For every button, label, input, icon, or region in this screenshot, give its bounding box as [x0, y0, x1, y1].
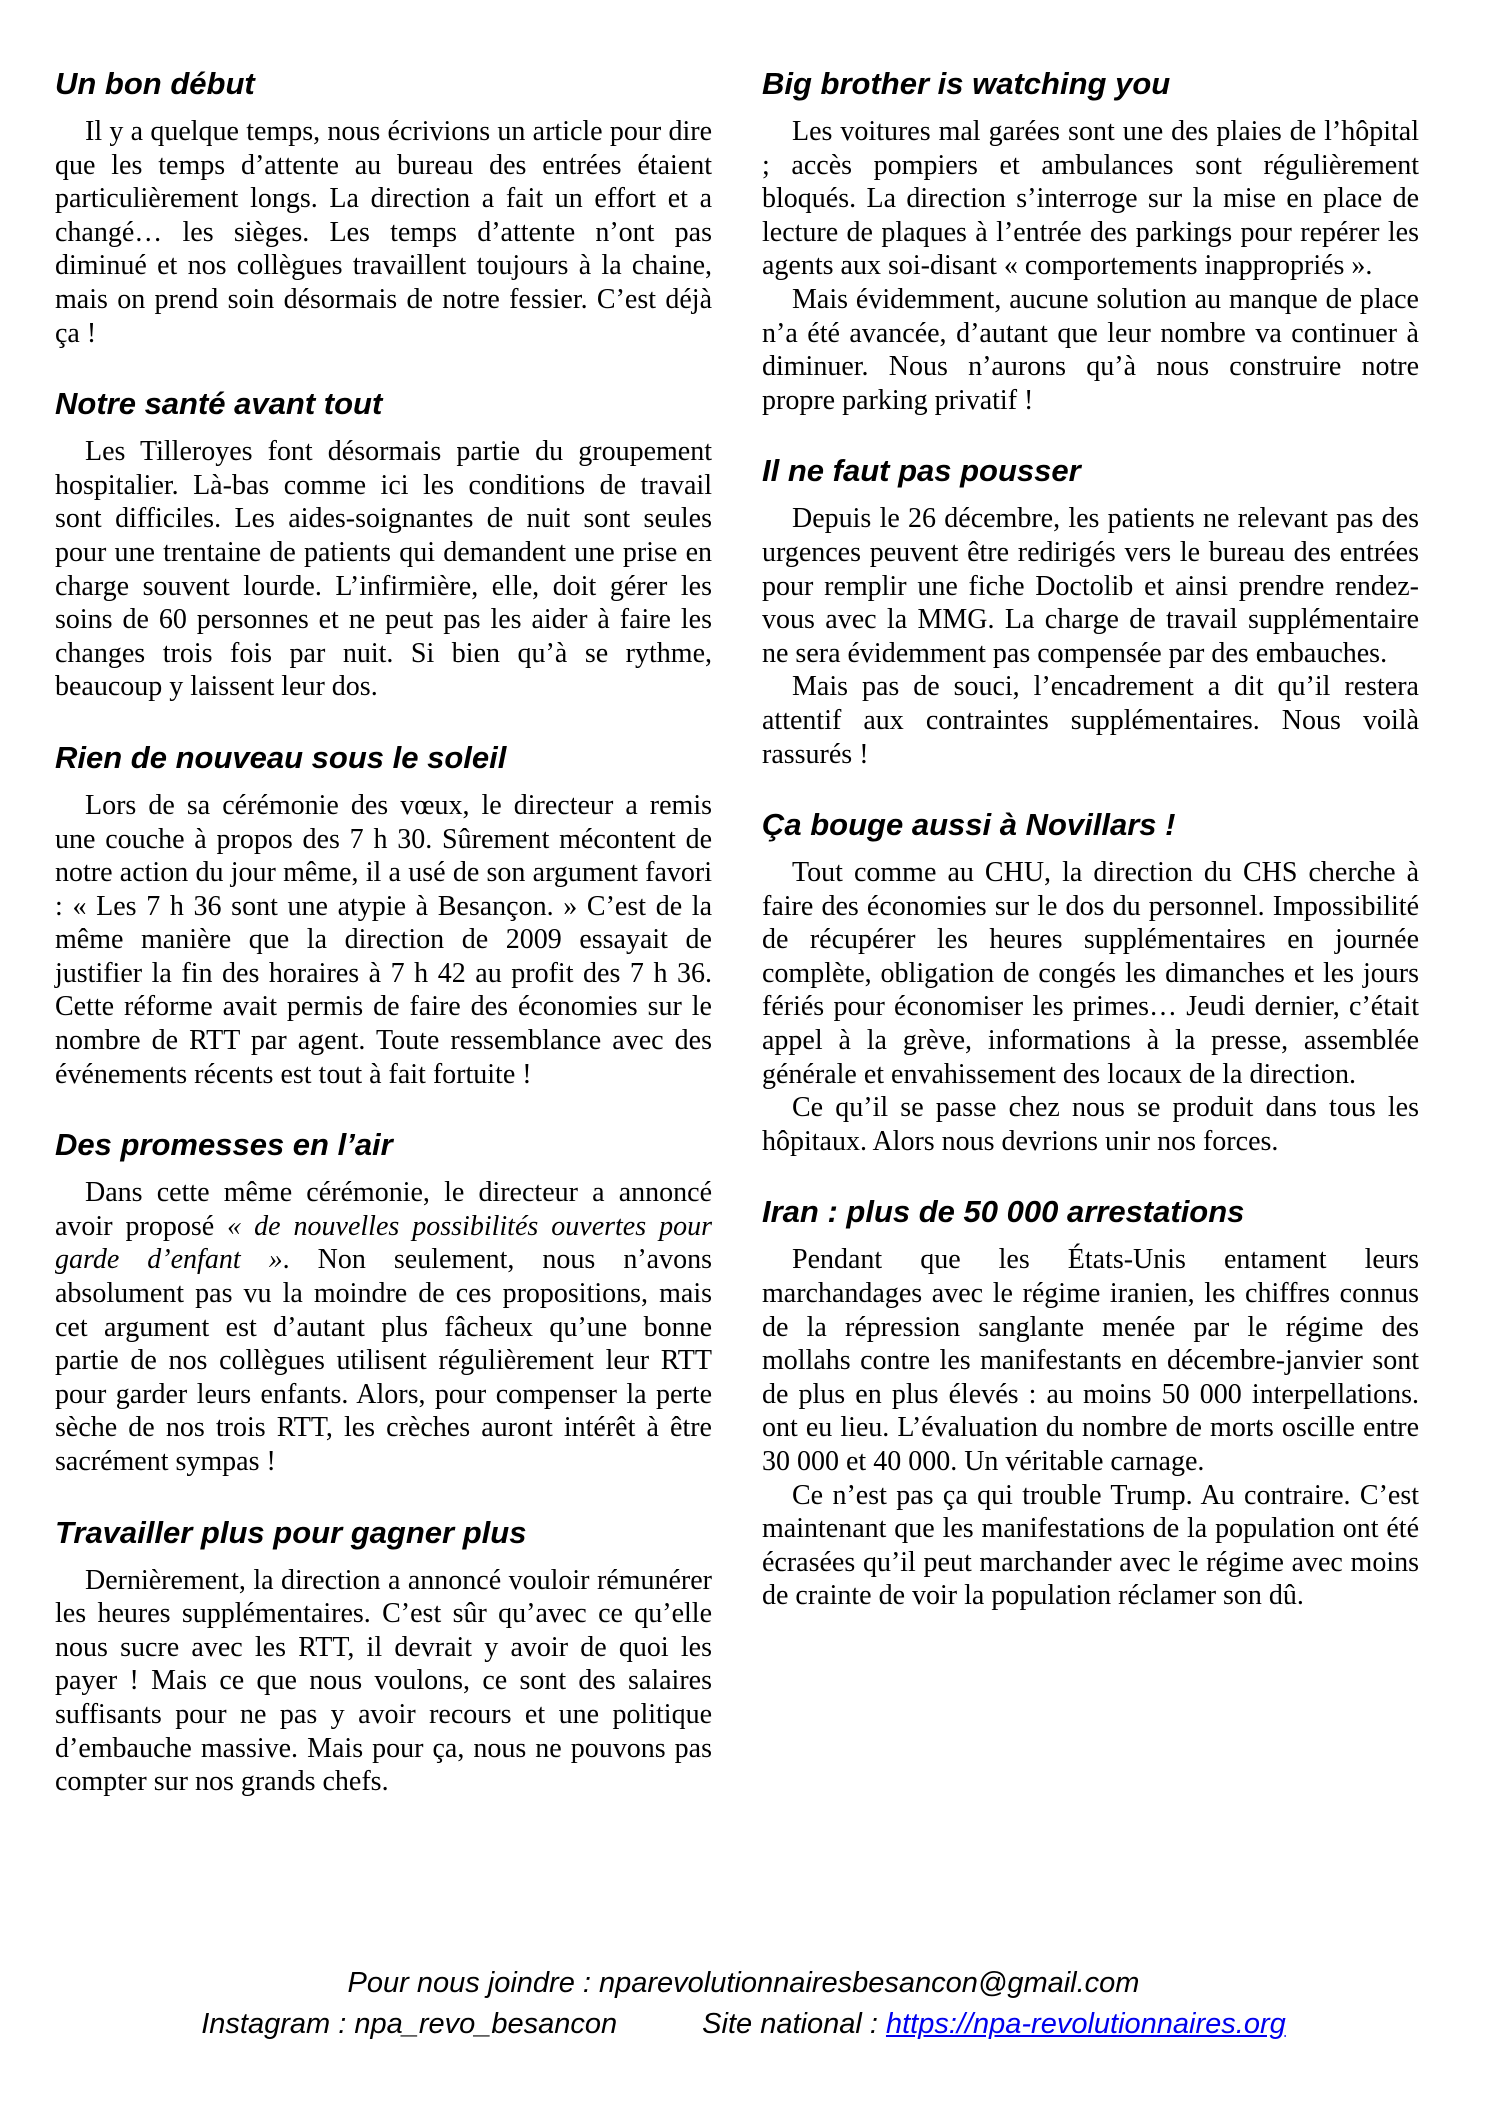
section-heading: Ça bouge aussi à Novillars !: [762, 807, 1176, 843]
section-iran-arrestations: [762, 1194, 1419, 1613]
section-ca-bouge-novillars: [762, 807, 1419, 1158]
contact-email-line: Pour nous joindre : nparevolutionnairesbesancon@gmail.com: [347, 1967, 1140, 1999]
paragraph: Mais évidemment, aucune solution au manque de place n’a été avancée, d’autant que leur nombre va continuer à diminuer. Nous n’aurons qu’à nous construire notre propre parking privatif !: [762, 283, 1419, 416]
paragraph: Mais pas de souci, l’encadrement a dit qu’il restera attentif aux contraintes supplémentaires. Nous voilà rassurés !: [762, 671, 1419, 770]
section-heading: Un bon début: [55, 66, 255, 101]
paragraph: Depuis le 26 décembre, les patients ne relevant pas des urgences peuvent être redirigés vers le bureau des entrées pour remplir une fiche Doctolib et ainsi prendre rendez-vous avec la MMG. La charge de travail supplémentaire ne sera évidemment pas compensée par des embauches.: [762, 503, 1419, 669]
footer-line-contact: [0, 1963, 1487, 2004]
paragraph-text: Dans cette même cérémonie, le directeur a annoncé avoir proposé: [55, 1177, 712, 1242]
paragraph: Il y a quelque temps, nous écrivions un article pour dire que les temps d’attente au bureau des entrées étaient particulièrement longs. La direction a fait un effort et a changé… les sièges. Les temps d’attente n’ont pas diminué et nos collègues travaillent toujours à la chaine, mais on prend soin désormais de notre fessier. C’est déjà ça !: [55, 116, 712, 349]
paragraph: Tout comme au CHU, la direction du CHS cherche à faire des économies sur le dos du personnel. Impossibilité de récupérer les heures supplémentaires en journée complète, obligation de congés les dimanches et les jours fériés pour économiser les primes… Jeudi dernier, c’était appel à la grève, informations à la presse, assemblée générale et envahissement des locaux de la direction.: [762, 857, 1419, 1090]
site-national-link[interactable]: https://npa-revolutionnaires.org: [885, 2008, 1286, 2040]
section-heading: Notre santé avant tout: [55, 386, 383, 422]
section-un-bon-debut: [55, 66, 712, 350]
contact-footer: [0, 1963, 1487, 2045]
section-travailler-plus: [55, 1515, 712, 1799]
section-il-ne-faut-pas-pousser: [762, 453, 1419, 771]
section-rien-de-nouveau: [55, 740, 712, 1091]
section-heading: Rien de nouveau sous le soleil: [55, 739, 507, 775]
two-column-layout: [55, 66, 1419, 1799]
section-heading: Iran : plus de 50 000 arrestations: [762, 1194, 1245, 1230]
section-big-brother: [762, 66, 1419, 417]
footer-line-links: [0, 2004, 1487, 2045]
section-heading: Il ne faut pas pousser: [762, 453, 1081, 489]
paragraph: Pendant que les États-Unis entament leurs marchandages avec le régime iranien, les chiffres connus de la répression sanglante menée par le régime des mollahs contre les manifestants en décembre-janvier sont de plus en plus élevés : au moins 50 000 interpellations. ont eu lieu. L’évaluation du nombre de morts oscille entre 30 000 et 40 000. Un véritable carnage.: [762, 1244, 1419, 1477]
section-heading: Des promesses en l’air: [55, 1127, 393, 1163]
paragraph: Ce qu’il se passe chez nous se produit dans tous les hôpitaux. Alors nous devrions unir nos forces.: [762, 1092, 1419, 1157]
paragraph: Dernièrement, la direction a annoncé vouloir rémunérer les heures supplémentaires. C’est sûr qu’avec ce qu’elle nous sucre avec les RTT, il devrait y avoir de quoi les payer ! Mais ce que nous voulons, ce sont des salaires suffisants pour ne pas y avoir recours et une politique d’embauche massive. Mais pour ça, nous ne pouvons pas compter sur nos grands chefs.: [55, 1564, 712, 1798]
paragraph: Ce n’est pas ça qui trouble Trump. Au contraire. C’est maintenant que les manifestations de la population ont été écrasées qu’il peut marchander avec le régime avec moins de crainte de voir la population réclamer son dû.: [762, 1479, 1419, 1612]
paragraph: Les Tilleroyes font désormais partie du groupement hospitalier. Là-bas comme ici les conditions de travail sont difficiles. Les aides-soignantes de nuit sont seules pour une trentaine de patients qui demandent une prise en charge souvent lourde. L’infirmière, elle, doit gérer les soins de 60 personnes et ne peut pas les aider à faire les changes trois fois par nuit. Si bien qu’à se rythme, beaucoup y laissent leur dos.: [55, 436, 712, 703]
paragraph: [55, 1176, 712, 1478]
newsletter-page: [55, 66, 1419, 1799]
section-des-promesses-en-lair: [55, 1127, 712, 1478]
paragraph: Les voitures mal garées sont une des plaies de l’hôpital ; accès pompiers et ambulances sont régulièrement bloqués. La direction s’interroge sur la mise en place de lecture de plaques à l’entrée des parkings pour repérer les agents aux soi-disant « comportements inappropriés ».: [762, 116, 1419, 282]
right-column: [762, 66, 1419, 1799]
site-national-label: Site national :: [702, 2008, 886, 2040]
left-column: [55, 66, 712, 1799]
instagram-handle: Instagram : npa_revo_besancon: [201, 2008, 618, 2040]
quoted-phrase: « de nouvelles possibilités ouvertes pour garde d’enfant »: [55, 1210, 712, 1276]
section-heading: Travailler plus pour gagner plus: [55, 1514, 527, 1550]
section-heading: Big brother is watching you: [762, 66, 1171, 101]
paragraph: Lors de sa cérémonie des vœux, le directeur a remis une couche à propos des 7 h 30. Sûrement mécontent de notre action du jour même, il a usé de son argument favori : « Les 7 h 36 sont une atypie à Besançon. » C’est de la même manière que la direction de 2009 essayait de justifier la fin des horaires à 7 h 42 au profit des 7 h 36. Cette réforme avait permis de faire des économies sur le nombre de RTT par agent. Toute ressemblance avec des événements récents est tout à fait fortuite !: [55, 789, 712, 1090]
paragraph-text: . Non seulement, nous n’avons absolument pas vu la moindre de ces propositions, mais cet argument est d’autant plus fâcheux qu’une bonne partie de nos collègues utilisent régulièrement leur RTT pour garder leurs enfants. Alors, pour compenser la perte sèche de nos trois RTT, les crèches auront intérêt à être sacrément sympas !: [55, 1244, 712, 1477]
section-notre-sante-avant-tout: [55, 386, 712, 704]
